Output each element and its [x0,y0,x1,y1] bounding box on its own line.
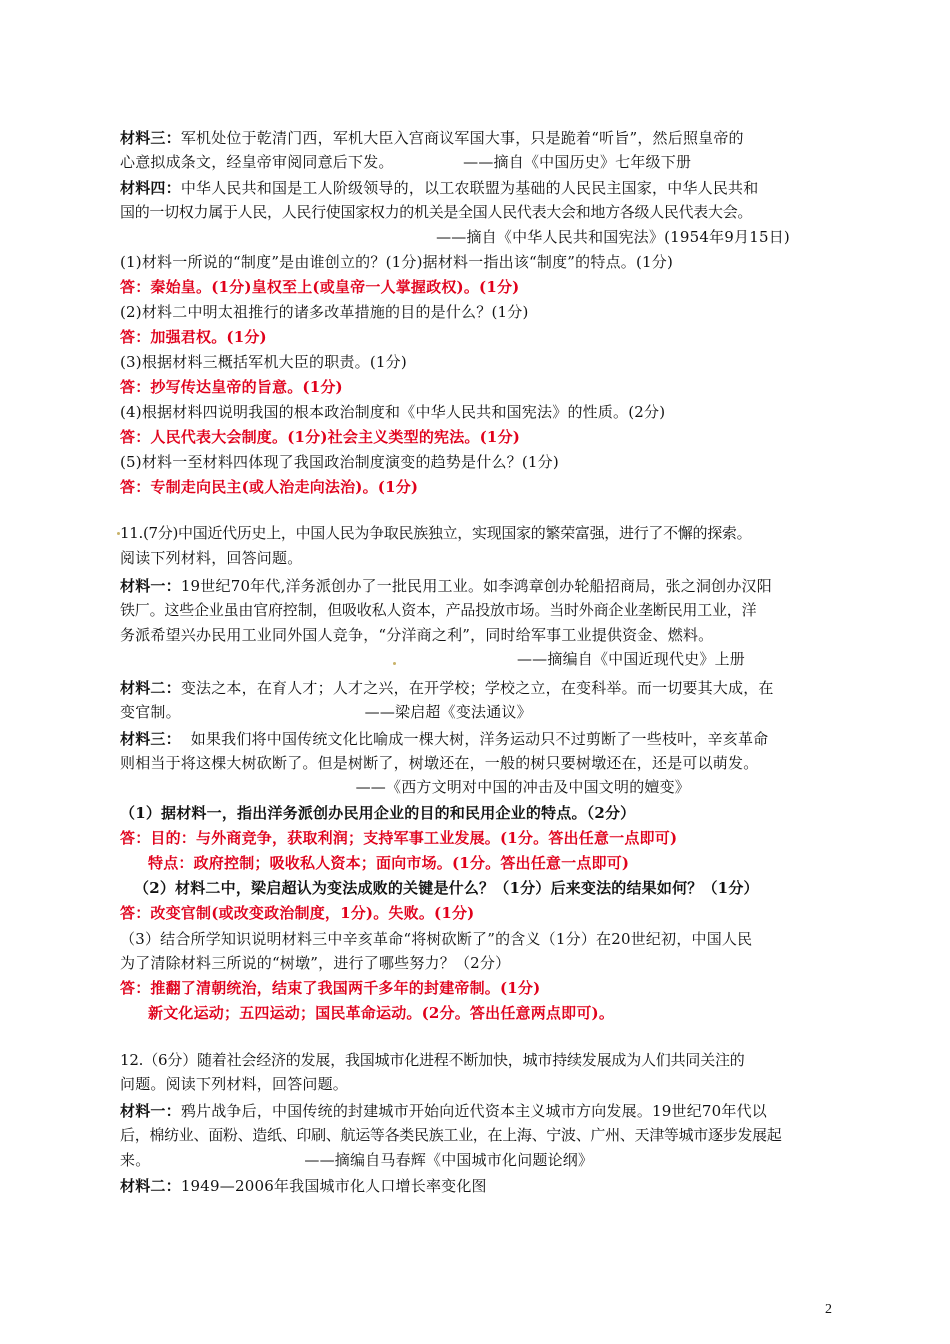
answer-3: 答：抄写传达皇帝的旨意。(1分) [120,378,343,396]
question-3: (3)根据材料三概括军机大臣的职责。(1分) [120,353,407,371]
question-2: (2)材料二中明太祖推行的诸多改革措施的目的是什么？(1分) [120,303,529,321]
p12-material-2: 材料二：1949—2006年我国城市化人口增长率变化图 [120,1177,487,1195]
p11-question-1: （1）据材料一，指出洋务派创办民用企业的目的和民用企业的特点。（2分） [120,804,636,822]
p11-material-1-source: ——摘编自《中国近现代史》上册 [516,650,745,668]
problem-11-instruction: 阅读下列材料，回答问题。 [120,549,303,567]
material-3-line-1: 材料三：军机处位于乾清门西，军机大臣入宫商议军国大事，只是跪着“听旨”，然后照皇帝的 [120,129,744,147]
p11-material-2-line-2: 变官制。 ——梁启超《变法通议》 [120,703,532,721]
answer-5: 答：专制走向民主(或人治走向法治)。(1分) [120,478,419,496]
answer-1: 答：秦始皇。(1分)皇权至上(或皇帝一人掌握政权)。(1分) [120,278,520,296]
material-3-line-2: 心意拟成条文，经皇帝审阅同意后下发。 ——摘自《中国历史》七年级下册 [120,153,692,171]
p12-material-1-line-3: 来。 ——摘编自马春辉《中国城市化问题论纲》 [120,1151,594,1169]
p11-answer-1a: 答：目的：与外商竞争，获取利润；支持军事工业发展。(1分。答出任意一点即可) [120,829,678,847]
question-5: (5)材料一至材料四体现了我国政治制度演变的趋势是什么？(1分) [120,453,559,471]
p11-material-1-line-3: 务派希望兴办民用工业同外国人竞争，“分洋商之利”，同时给军事工业提供资金、燃料。 [120,626,714,644]
question-1: (1)材料一所说的“制度”是由谁创立的？(1分)据材料一指出该“制度”的特点。(1分) [120,253,674,271]
answer-4: 答：人民代表大会制度。(1分)社会主义类型的宪法。(1分) [120,428,521,446]
p11-material-1-line-1: 材料一：19世纪70年代,洋务派创办了一批民用工业。如李鸿章创办轮船招商局，张之洞创办汉阳 [120,577,772,595]
p11-answer-1b: 特点：政府控制；吸收私人资本；面向市场。(1分。答出任意一点即可) [148,854,630,872]
p11-material-3-source: ——《西方文明对中国的冲击及中国文明的嬗变》 [355,778,690,796]
p11-answer-3a: 答：推翻了清朝统治，结束了我国两千多年的封建帝制。(1分) [120,979,541,997]
p11-answer-3b: 新文化运动；五四运动；国民革命运动。(2分。答出任意两点即可)。 [148,1004,615,1022]
material-4-line-2: 国的一切权力属于人民，人民行使国家权力的机关是全国人民代表大会和地方各级人民代表大会。 [120,203,753,221]
material-4-source: ——摘自《中华人民共和国宪法》(1954年9月15日) [436,228,790,246]
page-number: 2 [825,1302,832,1317]
p11-material-1-line-2: 铁厂。这些企业虽由官府控制，但吸收私人资本，产品投放市场。当时外商企业垄断民用工业，洋 [120,601,757,619]
problem-11-intro: 11.(7分)中国近代历史上，中国人民为争取民族独立，实现国家的繁荣富强，进行了不懈的探索。 [120,524,752,542]
question-4: (4)根据材料四说明我国的根本政治制度和《中华人民共和国宪法》的性质。(2分) [120,403,666,421]
p11-material-3-line-1: 材料三： 如果我们将中国传统文化比喻成一棵大树，洋务运动只不过剪断了一些枝叶，辛亥革命 [120,730,769,748]
p11-material-2-line-1: 材料二：变法之本，在育人才；人才之兴，在开学校；学校之立，在变科举。而一切要其大成，在 [120,679,774,697]
material-4-line-1: 材料四：中华人民共和国是工人阶级领导的，以工农联盟为基础的人民民主国家，中华人民共和 [120,179,759,197]
problem-12-intro: 12.（6分）随着社会经济的发展，我国城市化进程不断加快，城市持续发展成为人们共同关注的 [120,1051,745,1069]
p12-material-1-line-2: 后，棉纺业、面粉、造纸、印刷、航运等各类民族工业，在上海、宁波、广州、天津等城市逐步发展起 [120,1126,782,1144]
answer-2: 答：加强君权。(1分) [120,328,267,346]
p12-material-1-line-1: 材料一：鸦片战争后，中国传统的封建城市开始向近代资本主义城市方向发展。19世纪70年代以 [120,1102,767,1120]
p11-question-2: （2）材料二中，梁启超认为变法成败的关键是什么？（1分）后来变法的结果如何？（1分） [134,879,759,897]
p11-question-3-line-2: 为了清除材料三所说的“树墩”，进行了哪些努力？（2分） [120,954,511,972]
p11-question-3-line-1: （3）结合所学知识说明材料三中辛亥革命“将树砍断了”的含义（1分）在20世纪初，中国人民 [120,930,753,948]
problem-12-instruction: 问题。阅读下列材料，回答问题。 [120,1075,349,1093]
p11-answer-2: 答：改变官制(或改变政治制度，1分)。失败。(1分) [120,904,475,922]
p11-material-3-line-2: 则相当于将这棵大树砍断了。但是树断了，树墩还在，一般的树只要树墩还在，还是可以萌发。 [120,754,759,772]
